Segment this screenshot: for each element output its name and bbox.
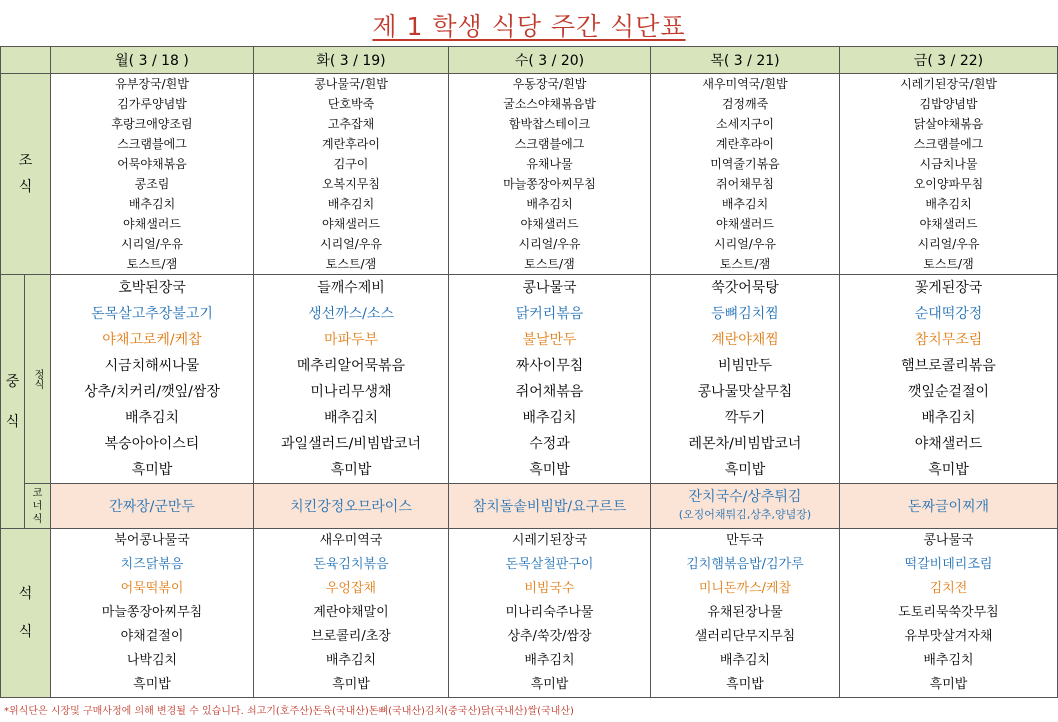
corner-menu-item: 치킨강정오므라이스 [290, 499, 412, 515]
menu-item: 스크램블에그 [514, 137, 585, 151]
day-header-thu: 목( 3 / 21) [651, 47, 840, 74]
menu-item: 닭살야채볶음 [913, 117, 984, 131]
breakfast-cell [840, 74, 1058, 275]
menu-item: 어묵떡볶이 [120, 581, 184, 596]
day-header-fri: 금( 3 / 22) [840, 47, 1058, 74]
menu-item: 쑥갓어묵탕 [711, 280, 779, 296]
corner-menu-item: 참치돌솥비빔밥/요구르트 [472, 499, 627, 515]
lunch-regular-label: 정식 [25, 275, 51, 484]
dinner-cell [840, 529, 1058, 698]
menu-item: 들깨수제비 [317, 280, 385, 296]
menu-item: 오이양파무침 [913, 177, 984, 191]
breakfast-cell [449, 74, 651, 275]
menu-item: 마파두부 [323, 332, 379, 348]
menu-item: 흑미밥 [131, 462, 173, 478]
menu-item: 수정과 [529, 436, 570, 452]
menu-item: 흑미밥 [529, 462, 570, 478]
menu-item: 과일샐러드/비빔밥코너 [281, 436, 421, 452]
menu-item: 미나리무생채 [310, 384, 392, 400]
menu-item: 계란후라이 [322, 137, 380, 151]
menu-item: 마늘쫑장아찌무침 [101, 605, 203, 620]
breakfast-cell [651, 74, 840, 275]
menu-item: 야채샐러드 [716, 217, 774, 231]
menu-item: 햄브로콜리볶음 [901, 358, 996, 374]
menu-item: 야채겉절이 [120, 629, 184, 644]
menu-item: 나박김치 [126, 653, 178, 668]
dinner-label: 석 식 [1, 529, 51, 698]
menu-item: 시레기된장국 [511, 533, 588, 548]
menu-item: 흑미밥 [929, 677, 968, 692]
menu-item: 배추김치 [124, 410, 180, 426]
menu-item: 배추김치 [522, 410, 577, 426]
menu-item: 참치무조림 [914, 332, 983, 348]
day-header-mon: 월( 3 / 18 ) [51, 47, 254, 74]
dinner-cell [51, 529, 254, 698]
menu-item: 검정깨죽 [721, 97, 769, 111]
menu-item: 흑미밥 [133, 677, 171, 692]
menu-item: 단호박죽 [327, 97, 375, 111]
menu-item: 콩나물국 [923, 533, 974, 548]
menu-item: 유채된장나물 [707, 605, 783, 620]
menu-item: 상추/쑥갓/쌈장 [507, 629, 592, 644]
breakfast-cell [51, 74, 254, 275]
menu-item: 야채샐러드 [520, 217, 579, 231]
menu-item: 새우미역국/흰밥 [702, 77, 788, 91]
corner-cell [254, 484, 449, 529]
menu-item: 호박된장국 [118, 280, 186, 296]
menu-item: 깍두기 [724, 410, 766, 426]
menu-item: 유채나물 [526, 157, 573, 171]
menu-item: 돈육김치볶음 [313, 557, 389, 572]
menu-item: 배추김치 [526, 197, 573, 211]
menu-item: 콩나물국 [522, 280, 577, 296]
menu-item: 함박찹스테이크 [508, 117, 591, 131]
menu-item: 김치전 [929, 581, 968, 596]
menu-item: 고추잡채 [327, 117, 375, 131]
menu-item: 꽃게된장국 [914, 280, 983, 296]
menu-item: 야채샐러드 [914, 436, 983, 452]
menu-item: 콩나물국/흰밥 [314, 77, 388, 91]
menu-item: 미역줄기볶음 [710, 157, 780, 171]
corner-menu-item: 간짜장/군만두 [109, 499, 195, 515]
menu-item: 흑미밥 [530, 677, 569, 692]
menu-item: 토스트/잼 [524, 257, 575, 271]
lunch-regular-row [1, 275, 1058, 484]
menu-item: 떡갈비데리조림 [904, 557, 993, 572]
lunch-cell [51, 275, 254, 484]
menu-item: 어묵야채볶음 [117, 157, 187, 171]
menu-item: 치즈닭볶음 [120, 557, 184, 572]
menu-item: 배추김치 [921, 410, 976, 426]
menu-item: 만두국 [726, 533, 764, 548]
weekly-menu-table [0, 46, 1058, 698]
menu-item: 굴소스야채볶음밥 [503, 97, 596, 111]
lunch-corner-row [1, 484, 1058, 529]
dinner-cell [651, 529, 840, 698]
menu-item: 유부장국/흰밥 [115, 77, 189, 91]
menu-title-bar [0, 0, 1058, 46]
menu-item: 상추/치커리/깻잎/쌈장 [84, 384, 220, 400]
menu-item: 북어콩나물국 [114, 533, 190, 548]
menu-item: 시금치나물 [919, 157, 978, 171]
corner-cell [840, 484, 1058, 529]
menu-item: 샐러리단무지무침 [694, 629, 796, 644]
corner-menu-item: 잔치국수/상추튀김 [688, 489, 802, 505]
menu-item: 메추리알어묵볶음 [296, 358, 406, 374]
menu-item: 후랑크애양조림 [111, 117, 193, 131]
menu-item: 흑미밥 [332, 677, 370, 692]
menu-item: 쥐어채볶음 [515, 384, 584, 400]
menu-item: 토스트/잼 [126, 257, 178, 271]
lunch-cell [449, 275, 651, 484]
menu-item: 순대떡강정 [914, 306, 983, 322]
menu-item: 스크램블에그 [117, 137, 187, 151]
menu-item: 생선까스/소스 [308, 306, 394, 322]
menu-item: 콩조림 [134, 177, 170, 191]
menu-item: 배추김치 [325, 653, 377, 668]
lunch-cell [651, 275, 840, 484]
menu-item: 김밥양념밥 [919, 97, 978, 111]
day-header-wed: 수( 3 / 20) [449, 47, 651, 74]
menu-item: 야채샐러드 [919, 217, 978, 231]
menu-item: 토스트/잼 [719, 257, 771, 271]
header-row [1, 47, 1058, 74]
footer-note: *위식단은 시장및 구매사정에 의해 변경될 수 있습니다. 쇠고기(호주산)돈육(국내산)돈뼈(국내산)김치(중국산)닭(국내산)쌀(국내산) [4, 706, 574, 717]
menu-item: 오복지무침 [322, 177, 380, 191]
menu-item: 흑미밥 [726, 677, 764, 692]
corner-menu-item: (오징어채튀김,상추,양념장) [678, 508, 812, 521]
menu-item: 스크램블에그 [913, 137, 984, 151]
menu-item: 배추김치 [128, 197, 176, 211]
menu-item: 불날만두 [522, 332, 577, 348]
menu-item: 브로콜리/초장 [311, 629, 391, 644]
breakfast-cell [254, 74, 449, 275]
menu-item: 배추김치 [721, 197, 769, 211]
dinner-cell [449, 529, 651, 698]
menu-item: 계란후라이 [716, 137, 774, 151]
menu-item: 레몬차/비빔밥코너 [688, 436, 802, 452]
menu-item: 미니돈까스/케찹 [698, 581, 792, 596]
menu-item: 새우미역국 [319, 533, 383, 548]
menu-item: 미나리숙주나물 [505, 605, 594, 620]
corner-menu-item: 돈짜글이찌개 [907, 499, 990, 515]
menu-item: 배추김치 [923, 653, 974, 668]
menu-item: 돈목살고추장불고기 [91, 306, 213, 322]
page-title: 제 1 학생 식당 주간 식단표 [372, 12, 686, 41]
menu-item: 시리얼/우유 [518, 237, 581, 251]
lunch-cell [840, 275, 1058, 484]
menu-item: 우엉잡채 [325, 581, 377, 596]
lunch-corner-label: 코 너 식 [25, 484, 51, 529]
menu-item: 시리얼/우유 [713, 237, 776, 251]
menu-item: 유부맛살겨자채 [904, 629, 993, 644]
lunch-label: 중 식 [1, 275, 25, 529]
menu-item: 소세지구이 [716, 117, 774, 131]
menu-item: 야채샐러드 [123, 217, 181, 231]
corner-cell [449, 484, 651, 529]
menu-item: 시금치해씨나물 [104, 358, 200, 374]
menu-item: 흑미밥 [724, 462, 766, 478]
menu-item: 시리얼/우유 [120, 237, 183, 251]
menu-item: 돈목살철판구이 [505, 557, 594, 572]
menu-item: 야채고로케/케찹 [102, 332, 202, 348]
menu-item: 시리얼/우유 [319, 237, 382, 251]
menu-item: 배추김치 [925, 197, 972, 211]
menu-item: 김치햄볶음밥/김가루 [686, 557, 804, 572]
menu-item: 배추김치 [323, 410, 379, 426]
dinner-row [1, 529, 1058, 698]
menu-item: 배추김치 [327, 197, 375, 211]
menu-item: 우동장국/흰밥 [512, 77, 587, 91]
menu-item: 복숭아아이스티 [104, 436, 200, 452]
menu-item: 도토리묵쑥갓무침 [898, 605, 999, 620]
menu-item: 흑미밥 [928, 462, 969, 478]
dinner-cell [254, 529, 449, 698]
menu-item: 쥐어채무침 [716, 177, 774, 191]
menu-item: 계란야채말이 [313, 605, 389, 620]
corner-cell [651, 484, 840, 529]
breakfast-label: 조 식 [1, 74, 51, 275]
header-corner [1, 47, 51, 74]
menu-item: 콩나물맛살무침 [697, 384, 793, 400]
menu-item: 깻잎순겉절이 [907, 384, 990, 400]
day-header-tue: 화( 3 / 19) [254, 47, 449, 74]
menu-item: 시레기된장국/흰밥 [900, 77, 997, 91]
menu-item: 짜사이무침 [515, 358, 584, 374]
menu-item: 비빔만두 [717, 358, 773, 374]
lunch-cell [254, 275, 449, 484]
menu-item: 닭커리볶음 [515, 306, 584, 322]
menu-item: 토스트/잼 [325, 257, 377, 271]
menu-item: 배추김치 [719, 653, 771, 668]
menu-item: 김가루양념밥 [117, 97, 187, 111]
menu-item: 야채샐러드 [322, 217, 380, 231]
menu-item: 등뼈김치찜 [711, 306, 779, 322]
menu-item: 흑미밥 [330, 462, 372, 478]
breakfast-row [1, 74, 1058, 275]
menu-item: 김구이 [333, 157, 369, 171]
corner-cell [51, 484, 254, 529]
menu-item: 마늘쫑장아찌무침 [503, 177, 596, 191]
menu-item: 토스트/잼 [923, 257, 974, 271]
menu-item: 시리얼/우유 [917, 237, 980, 251]
menu-item: 계란야채찜 [711, 332, 779, 348]
menu-item: 비빔국수 [524, 581, 575, 596]
menu-item: 배추김치 [524, 653, 575, 668]
